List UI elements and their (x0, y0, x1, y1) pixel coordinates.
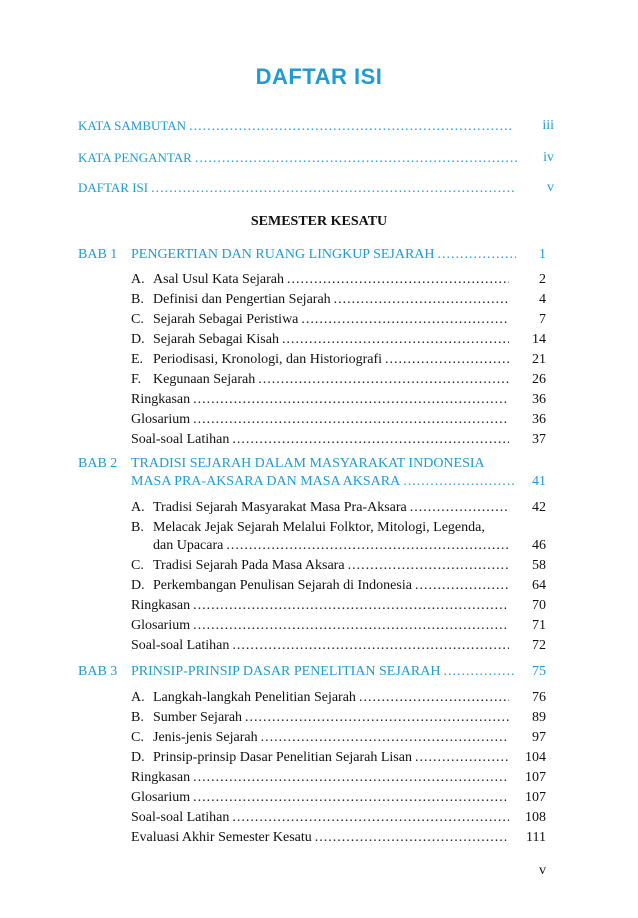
toc-entry[interactable] (131, 331, 509, 349)
toc-entry[interactable] (131, 499, 509, 517)
item-page: 4 (539, 292, 546, 307)
item-label: Definisi dan Pengertian Sejarah (153, 292, 331, 307)
item-letter: E. (131, 352, 144, 367)
toc-chapter-3[interactable] (131, 663, 516, 681)
leader-dots (232, 431, 509, 449)
item-label: Asal Usul Kata Sejarah (153, 272, 285, 287)
leader-dots (261, 729, 509, 747)
item-label: Periodisasi, Kronologi, dan Historiografi (153, 352, 383, 367)
chapter-title: PENGERTIAN DAN RUANG LINGKUP SEJARAH (131, 247, 435, 262)
leader-dots (301, 311, 509, 329)
item-label: Ringkasan (131, 392, 191, 407)
leader-dots (403, 473, 516, 491)
item-letter: A. (131, 500, 145, 515)
item-label: Ringkasan (131, 770, 191, 785)
item-page: 111 (526, 830, 546, 845)
chapter-page: 41 (532, 474, 546, 489)
item-label: dan Upacara (153, 538, 224, 553)
leader-dots (232, 809, 509, 827)
leader-dots (258, 371, 509, 389)
chapter-number: BAB 3 (78, 664, 118, 679)
leader-dots (245, 709, 509, 727)
item-label: Evaluasi Akhir Semester Kesatu (131, 830, 312, 845)
item-label: Soal-soal Latihan (131, 638, 230, 653)
item-page: 89 (532, 710, 546, 725)
chapter-page: 75 (532, 664, 546, 679)
leader-dots (385, 351, 509, 369)
item-page: 70 (532, 598, 546, 613)
toc-entry-daftar-isi[interactable] (78, 179, 514, 198)
item-page: 64 (532, 578, 546, 593)
toc-entry[interactable] (131, 709, 509, 727)
item-page: 36 (532, 392, 546, 407)
toc-entry[interactable] (131, 291, 509, 309)
item-page: 21 (532, 352, 546, 367)
item-label: Tradisi Sejarah Masyarakat Masa Pra-Aksara (153, 500, 407, 515)
item-page: 107 (525, 770, 546, 785)
leader-dots (415, 749, 509, 767)
item-page: 108 (525, 810, 546, 825)
toc-entry[interactable] (131, 371, 509, 389)
toc-entry[interactable] (131, 431, 509, 449)
toc-entry[interactable] (131, 769, 509, 787)
item-label: Ringkasan (131, 598, 191, 613)
leader-dots (315, 829, 509, 847)
item-letter: C. (131, 730, 144, 745)
leader-dots (443, 663, 516, 681)
semester-heading: SEMESTER KESATU (250, 214, 388, 229)
item-label: Perkembangan Penulisan Sejarah di Indonesia (153, 578, 412, 593)
item-label: Langkah-langkah Penelitian Sejarah (153, 690, 356, 705)
item-label: Sejarah Sebagai Kisah (153, 332, 279, 347)
chapter-number: BAB 2 (78, 456, 118, 471)
leader-dots (226, 537, 509, 555)
leader-dots (193, 789, 509, 807)
item-label: Glosarium (131, 412, 191, 427)
item-label: Sumber Sejarah (153, 710, 243, 725)
item-label: Tradisi Sejarah Pada Masa Aksara (153, 558, 345, 573)
item-page: 14 (532, 332, 546, 347)
item-label-line1: Melacak Jejak Sejarah Melalui Folktor, Mitologi, Legenda, (153, 520, 485, 535)
toc-entry-label: KATA PENGANTAR (78, 150, 192, 165)
item-letter: A. (131, 272, 145, 287)
item-letter: B. (131, 710, 144, 725)
toc-entry-kata-pengantar[interactable] (78, 149, 518, 168)
toc-entry-label: DAFTAR ISI (78, 180, 149, 195)
item-letter: B. (131, 520, 144, 535)
leader-dots (287, 271, 509, 289)
toc-entry-page: iv (543, 150, 554, 165)
item-letter: C. (131, 558, 144, 573)
leader-dots (151, 180, 514, 198)
toc-entry-page: v (547, 180, 554, 195)
leader-dots (193, 769, 509, 787)
leader-dots (193, 391, 509, 409)
item-letter: F. (131, 372, 142, 387)
leader-dots (415, 577, 509, 595)
leader-dots (189, 118, 514, 136)
toc-entry[interactable] (131, 729, 509, 747)
toc-entry-kata-sambutan[interactable] (78, 117, 514, 136)
item-label: Soal-soal Latihan (131, 432, 230, 447)
item-label: Prinsip-prinsip Dasar Penelitian Sejarah Lisan (153, 750, 412, 765)
toc-entry[interactable] (131, 689, 509, 707)
leader-dots (195, 150, 518, 168)
leader-dots (348, 557, 509, 575)
page-title: DAFTAR ISI (255, 64, 383, 89)
item-letter: D. (131, 332, 145, 347)
toc-entry[interactable] (131, 557, 509, 575)
chapter-page: 1 (539, 247, 546, 262)
chapter-number: BAB 1 (78, 247, 118, 262)
toc-entry[interactable] (131, 617, 509, 635)
item-label: Kegunaan Sejarah (153, 372, 256, 387)
item-letter: C. (131, 312, 144, 327)
page-number: v (539, 863, 546, 878)
leader-dots (359, 689, 509, 707)
item-page: 42 (532, 500, 546, 515)
item-page: 97 (532, 730, 546, 745)
chapter-title-line2: MASA PRA-AKSARA DAN MASA AKSARA (131, 474, 401, 489)
item-label: Glosarium (131, 618, 191, 633)
leader-dots (438, 246, 516, 264)
item-page: 46 (532, 538, 546, 553)
item-page: 36 (532, 412, 546, 427)
toc-entry[interactable] (131, 637, 509, 655)
toc-entry[interactable] (131, 749, 509, 767)
leader-dots (282, 331, 509, 349)
toc-entry[interactable] (131, 829, 509, 847)
toc-entry[interactable] (131, 789, 509, 807)
item-page: 2 (539, 272, 546, 287)
toc-entry[interactable] (131, 391, 509, 409)
chapter-title: PRINSIP-PRINSIP DASAR PENELITIAN SEJARAH (131, 664, 441, 679)
item-page: 26 (532, 372, 546, 387)
toc-chapter-1[interactable] (131, 246, 516, 264)
item-letter: B. (131, 292, 144, 307)
item-page: 71 (532, 618, 546, 633)
item-label: Glosarium (131, 790, 191, 805)
item-page: 72 (532, 638, 546, 653)
leader-dots (193, 411, 509, 429)
item-label: Sejarah Sebagai Peristiwa (153, 312, 299, 327)
item-page: 37 (532, 432, 546, 447)
toc-entry[interactable] (131, 809, 509, 827)
toc-entry[interactable] (131, 577, 509, 595)
leader-dots (193, 597, 509, 615)
toc-entry-line1[interactable] (131, 519, 485, 537)
item-page: 107 (525, 790, 546, 805)
item-letter: A. (131, 690, 145, 705)
toc-entry[interactable] (131, 311, 509, 329)
item-page: 76 (532, 690, 546, 705)
item-page: 7 (539, 312, 546, 327)
toc-entry-label: KATA SAMBUTAN (78, 118, 187, 133)
leader-dots (232, 637, 509, 655)
toc-entry[interactable] (131, 597, 509, 615)
item-label: Jenis-jenis Sejarah (153, 730, 258, 745)
toc-chapter-2[interactable] (131, 473, 516, 491)
toc-entry-page: iii (542, 118, 554, 133)
item-label: Soal-soal Latihan (131, 810, 230, 825)
toc-entry[interactable] (131, 271, 509, 289)
leader-dots (410, 499, 509, 517)
item-page: 104 (525, 750, 546, 765)
item-letter: D. (131, 578, 145, 593)
leader-dots (193, 617, 509, 635)
toc-entry[interactable] (131, 351, 509, 369)
toc-entry[interactable] (153, 537, 509, 555)
item-page: 58 (532, 558, 546, 573)
leader-dots (334, 291, 509, 309)
toc-entry[interactable] (131, 411, 509, 429)
item-letter: D. (131, 750, 145, 765)
chapter-title-line1[interactable]: TRADISI SEJARAH DALAM MASYARAKAT INDONESIA (131, 456, 485, 471)
